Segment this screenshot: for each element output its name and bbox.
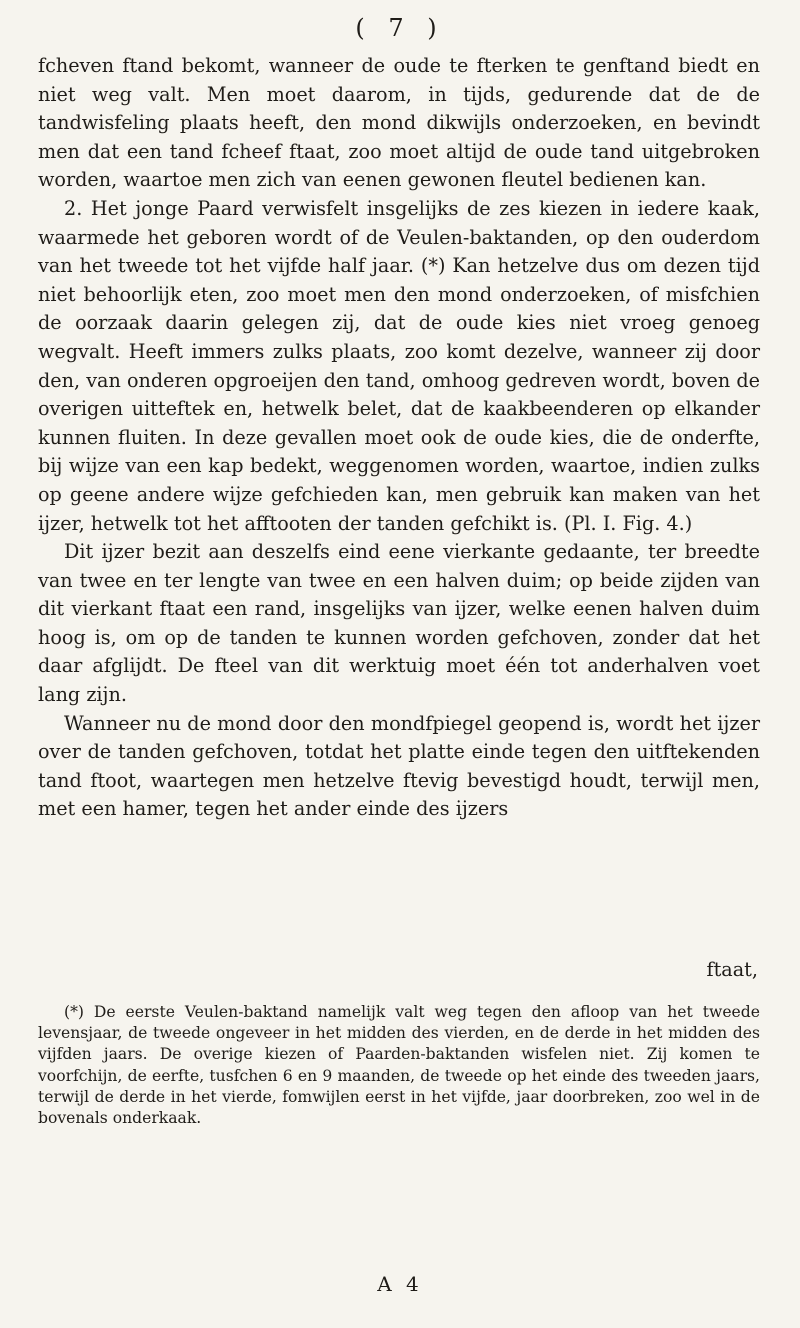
- paragraph-2-kiezen: 2. Het jonge Paard verwisfelt insgelijks de zes kiezen in iedere kaak, waarmede het geboren wordt of de Veulen-baktanden, op den ouderdom van het tweede tot het vijfde half jaar. (*) Kan hetzelve dus om dezen tijd niet behoorlijk eten, zoo moet men den mond onderzoeken, of misfchien de oorzaak daarin gelegen zij, dat de oude kies niet vroeg genoeg wegvalt. Heeft immers zulks plaats, zoo komt dezelve, wanneer zij door den, van onderen opgroeijen den tand, omhoog gedreven wordt, boven de overigen uitteftek en, hetwelk belet, dat de kaakbeenderen op elkander kunnen fluiten. In deze gevallen moet ook de oude kies, die de onderfte, bij wijze van een kap bedekt, weggenomen worden, waartoe, indien zulks op geene andere wijze gefchieden kan, men gebruik kan maken van het ijzer, hetwelk tot het afftooten der tanden gefchikt is. (Pl. I. Fig. 4.): [38, 196, 760, 535]
- catchword: ftaat,: [706, 958, 758, 981]
- page-number: ( 7 ): [355, 14, 445, 42]
- paragraph-ijzer: Dit ijzer bezit aan deszelfs eind eene vierkante gedaante, ter breedte van twee en ter lengte van twee en een halven duim; op beide zijden van dit vierkant ftaat een rand, insgelijks van ijzer, welke eenen halven duim hoog is, om op de tanden te kunnen worden gefchoven, zonder dat het daar afglijdt. De fteel van dit werktuig moet één tot anderhalven voet lang zijn.: [38, 540, 760, 707]
- footnote: [38, 1002, 760, 1129]
- footnote-text: (*) De eerste Veulen-baktand namelijk valt weg tegen den afloop van het tweede levensjaar, de tweede ongeveer in het midden des vierden, en de derde in het midden des vijfden jaars. De overige kiezen of Paarden-baktanden wisfelen niet. Zij komen te voorfchijn, de eerfte, tusfchen 6 en 9 maanden, de tweede op het einde des tweeden jaars, terwijl de derde in het vierde, fomwijlen eerst in het vijfde, jaar doorbreken, zoo wel in de bovenals onderkaak.: [38, 1003, 760, 1128]
- paragraph-continuation: fcheven ftand bekomt, wanneer de oude te fterken te genftand biedt en niet weg valt. Men moet daarom, in tijds, gedurende dat de de tandwisfeling plaats heeft, den mond dikwijls onderzoeken, en bevindt men dat een tand fcheef ftaat, zoo moet altijd de oude tand uitgebroken worden, waartoe men zich van eenen gewonen fleutel bedienen kan.: [38, 54, 760, 192]
- main-text: [38, 52, 760, 824]
- paragraph-mondspiegel: Wanneer nu de mond door den mondfpiegel geopend is, wordt het ijzer over de tanden gefchoven, totdat het platte einde tegen den uitftekenden tand ftoot, waartegen men hetzelve ftevig bevestigd houdt, terwijl men, met een hamer, tegen het ander einde des ijzers: [38, 711, 760, 821]
- signature-mark: A 4: [377, 1272, 423, 1296]
